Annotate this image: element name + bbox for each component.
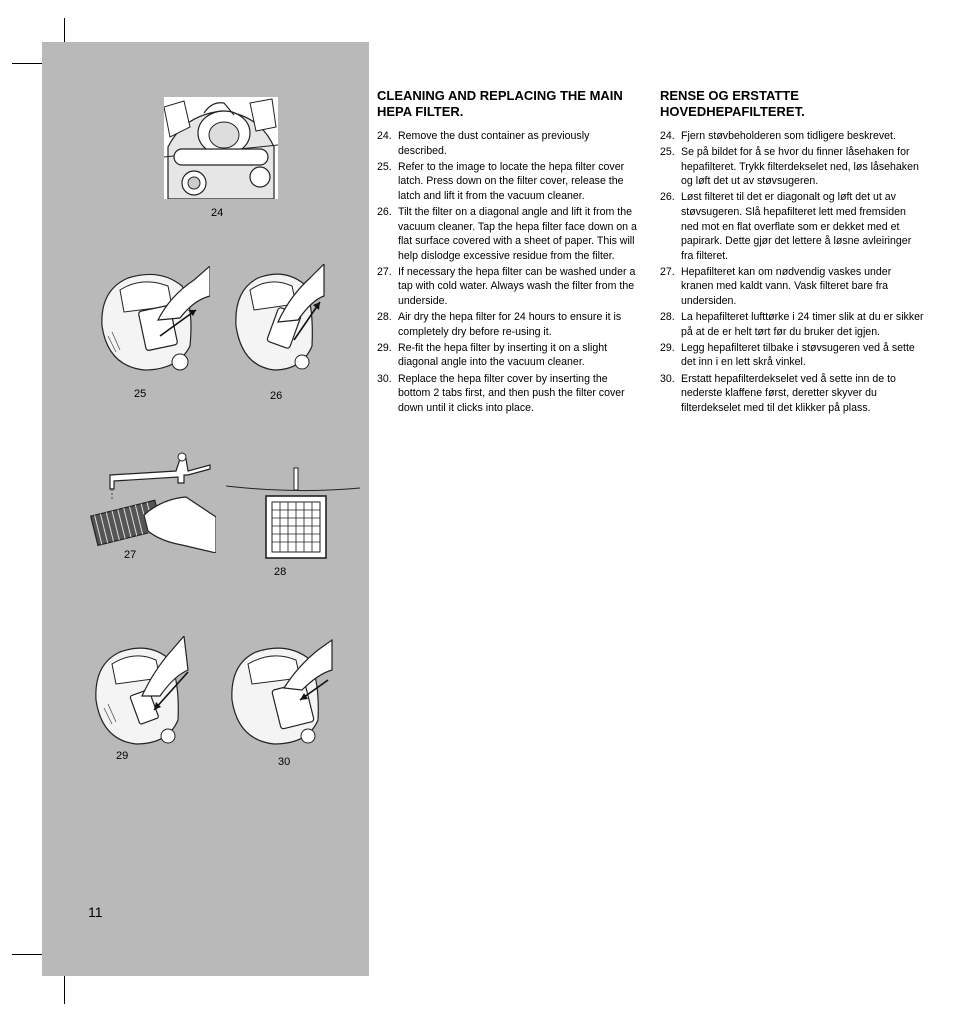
figure-27-illustration bbox=[90, 445, 216, 553]
english-step bbox=[377, 129, 641, 158]
norwegian-step-number: 30. bbox=[660, 372, 675, 385]
english-step bbox=[377, 310, 641, 339]
figure-24-illustration bbox=[164, 97, 278, 199]
figure-25-caption: 25 bbox=[134, 388, 147, 400]
english-step-text: Re-fit the hepa filter by inserting it on a slight diagonal angle into the vacuum cleaner. bbox=[398, 341, 608, 369]
figure-29-illustration bbox=[92, 636, 192, 748]
english-title: CLEANING AND REPLACING THE MAIN HEPA FILTER. bbox=[377, 88, 623, 119]
norwegian-step-number: 28. bbox=[660, 311, 675, 324]
figure-25-illustration bbox=[98, 266, 210, 372]
norwegian-title: RENSE OG ERSTATTE HOVEDHEPAFILTERET. bbox=[660, 88, 805, 119]
english-step bbox=[377, 341, 641, 370]
english-step-text: Air dry the hepa filter for 24 hours to ensure it is completely dry before re-using it. bbox=[398, 311, 622, 338]
english-steps-list bbox=[377, 129, 641, 415]
norwegian-step bbox=[660, 129, 926, 144]
english-step-text: Refer to the image to locate the hepa filter cover latch. Press down on the filter cover, release the latch and lift it from the vacuum cleaner. bbox=[398, 160, 625, 202]
norwegian-steps-list bbox=[660, 129, 926, 415]
english-step-number: 29. bbox=[377, 341, 392, 354]
english-step-number: 25. bbox=[377, 160, 392, 173]
figure-28-illustration bbox=[226, 466, 360, 562]
norwegian-step-text: Fjern støvbeholderen som tidligere beskrevet. bbox=[681, 130, 896, 142]
norwegian-instructions bbox=[660, 88, 926, 417]
norwegian-step-number: 27. bbox=[660, 265, 675, 278]
english-step bbox=[377, 160, 641, 204]
norwegian-step-text: Hepafilteret kan om nødvendig vaskes under kranen med kaldt vann. Vask filteret bare fra undersiden. bbox=[681, 265, 892, 308]
norwegian-step-text: Erstatt hepafilterdekselet ved å sette inn de to nederste klaffene først, deretter skyver du filterdekselet med til det klikker på plass. bbox=[681, 372, 896, 414]
english-step bbox=[377, 372, 641, 416]
norwegian-step-text: Se på bildet for å se hvor du finner låsehaken for hepafilteret. Trykk filterdekselet ned, løs låsehaken og løft det ut av støvsugeren. bbox=[681, 146, 919, 188]
page-number: 11 bbox=[88, 904, 103, 920]
norwegian-step bbox=[660, 190, 926, 263]
figure-30-caption: 30 bbox=[278, 756, 291, 768]
norwegian-step bbox=[660, 310, 926, 339]
english-instructions bbox=[377, 88, 641, 417]
english-step-text: Tilt the filter on a diagonal angle and lift it from the vacuum cleaner. Tap the hepa filter face down on a flat surface covered with a sheet of paper. This will help dislodge excessive residue from the filter. bbox=[398, 205, 637, 262]
english-step-text: Replace the hepa filter cover by inserting the bottom 2 tabs first, and then push the filter cover down until it clicks into place. bbox=[398, 372, 625, 414]
norwegian-step bbox=[660, 265, 926, 309]
english-step-text: If necessary the hepa filter can be washed under a tap with cold water. Always wash the filter from the underside. bbox=[398, 265, 636, 308]
norwegian-step bbox=[660, 145, 926, 189]
norwegian-step-number: 29. bbox=[660, 341, 675, 354]
figure-28-caption: 28 bbox=[274, 566, 287, 578]
norwegian-step bbox=[660, 341, 926, 370]
english-step-text: Remove the dust container as previously described. bbox=[398, 130, 590, 157]
figure-30-illustration bbox=[228, 636, 334, 748]
figure-29-caption: 29 bbox=[116, 750, 129, 762]
figure-26-illustration bbox=[232, 264, 326, 374]
english-step-number: 28. bbox=[377, 311, 392, 324]
english-step-number: 27. bbox=[377, 265, 392, 278]
english-step-number: 26. bbox=[377, 205, 392, 218]
norwegian-step-number: 26. bbox=[660, 191, 675, 204]
english-step-number: 24. bbox=[377, 130, 392, 142]
norwegian-step-text: Løst filteret til det er diagonalt og løft det ut av støvsugeren. Slå hepafilteret lett med fremsiden ned mot en flat overflate som er dekket med et papirark. Dette gjør det lettere å løsne avleiringer fra filteret. bbox=[681, 191, 912, 262]
norwegian-step-number: 25. bbox=[660, 146, 675, 159]
norwegian-step-text: La hepafilteret lufttørke i 24 timer slik at du er sikker på at de er helt tørt før du bruker det igjen. bbox=[681, 311, 924, 338]
norwegian-step-text: Legg hepafilteret tilbake i støvsugeren ved å sette det inn i en lett skrå vinkel. bbox=[681, 341, 915, 369]
figure-24-caption: 24 bbox=[211, 207, 224, 219]
norwegian-step bbox=[660, 372, 926, 416]
english-step bbox=[377, 265, 641, 309]
figure-26-caption: 26 bbox=[270, 390, 283, 402]
norwegian-step-number: 24. bbox=[660, 130, 675, 142]
english-step bbox=[377, 205, 641, 263]
figure-27-caption: 27 bbox=[124, 549, 137, 561]
english-step-number: 30. bbox=[377, 372, 392, 385]
